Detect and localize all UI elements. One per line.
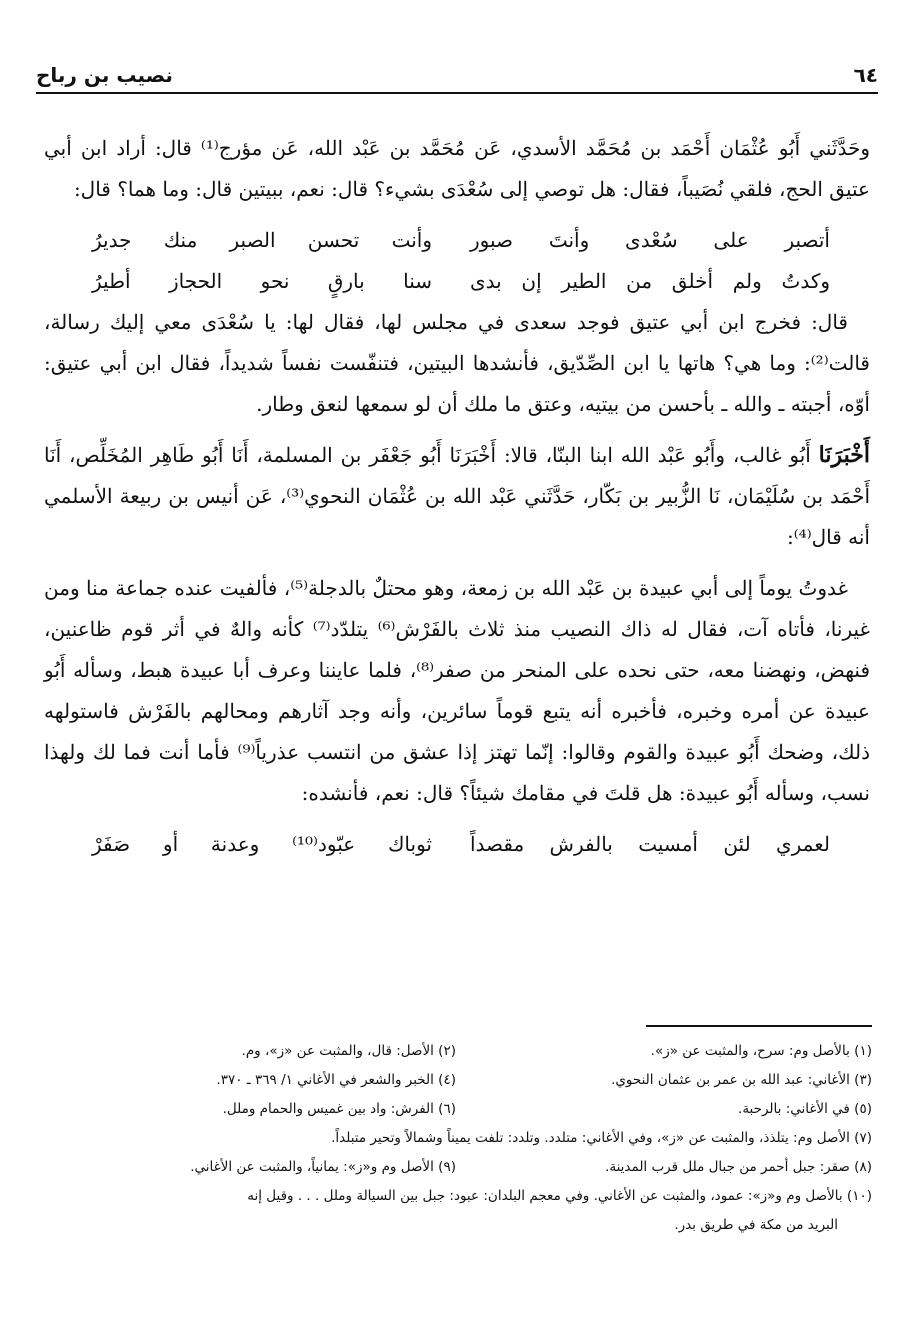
footnote-separator xyxy=(646,1025,872,1027)
footnote: (٢) الأصل: قال، والمثبت عن «ز»، وم. xyxy=(241,1043,456,1059)
footnote: (٤) الخبر والشعر في الأغاني ١/ ٣٦٩ ـ ٣٧٠. xyxy=(216,1072,456,1088)
verse-hemistich: وأنت تحسن الصبر منك جديرُ xyxy=(92,228,432,252)
paragraph: قال: فخرج ابن أبي عتيق فوجد سعدى في مجلس لها، فقال لها: يا سُعْدَى معي إليك رسالة، قالت⁽²⁾: وما هي؟ هاتها يا ابن الصِّدّيق، فأنشدها البيتين، فتنفّست نفساً شديداً، فقال ابن أبي عتيق: أوّه، أجبته ـ والله ـ بأحسن من بيتيه، وعتق ما ملك أن لو سمعها لنعق وطار. xyxy=(44,310,870,416)
paragraph: غدوتُ يوماً إلى أبي عبيدة بن عَبْد الله بن زمعة، وهو محتلٌ بالدجلة⁽⁵⁾، فألفيت عنده جماعة منا ومن غيرنا، فأتاه آت، فقال له ذاك النصيب منذ ثلاث بالفَرْش⁽⁶⁾ يتلدّد⁽⁷⁾ كأنه والهٌ في أثر قوم ظاعنين، فنهض، ونهضنا معه، حتى نحده على المنحر من صفر⁽⁸⁾، فلما عايننا وعرف أبا عبيدة هبط، وسأله أَبُو عبيدة عن أمره وخبره، فأخبره أنه يتبع قوماً سائرين، وأنه وجد آثارهم ومحالهم بالفَرْش فاستولهه ذلك، وضحك أَبُو عبيدة والقوم وقالوا: إنّما تهتز إذا عشق من انتسب عذرياً⁽⁹⁾ فأما أنت فما لك ولهذا نسب، وسأله أَبُو عبيدة: هل قلتَ في مقامك شيئاً؟ قال: نعم، فأنشده: xyxy=(44,576,871,805)
isnad-text: أَبُو غالب، وأَبُو عَبْد الله ابنا البنّا، قالا: أَخْبَرَنَا أَبُو جَعْفَر بن المسلمة، أَنَا أَبُو طَاهِر المُخَلِّص، أَنَا أَحْمَد بن سُلَيْمَان، نَا الزُّبير بن بَكّار، حَدَّثَني عَبْد الله بن عُثْمَان النحوي⁽³⁾، عَن أنيس بن ربيعة الأسلمي أنه قال⁽⁴⁾: xyxy=(44,443,870,549)
footnote: (٣) الأغاني: عبد الله بن عمر بن عثمان النحوي. xyxy=(611,1072,872,1088)
verse-line xyxy=(44,261,870,302)
isnad-lead-word: أَخْبَرَنَا xyxy=(818,442,870,468)
footnotes xyxy=(40,1037,872,1240)
verse-line xyxy=(44,824,870,865)
verse-hemistich: سنا بارقٍ نحو الحجاز أطيرُ xyxy=(92,269,432,293)
footnote: (٦) الفرش: واد بين غميس والحمام وملل. xyxy=(222,1101,456,1117)
page-header xyxy=(36,58,878,94)
verse-line xyxy=(44,220,870,261)
footnote: (٧) الأصل وم: يتلذذ، والمثبت عن «ز»، وفي الأغاني: متلدد. وتلدد: تلفت يميناً وشمالاً وتحير متبلداً. xyxy=(331,1130,872,1146)
isnad-paragraph xyxy=(44,435,870,558)
verse-hemistich: ثوباك عبّود⁽¹⁰⁾ وعدنة أو صَفَرْ xyxy=(92,832,432,856)
verse-hemistich: لعمري لئن أمسيت بالفرش مقصداً xyxy=(470,832,830,856)
main-text xyxy=(44,128,870,865)
verse-hemistich: أتصبر على سُعْدى وأنتَ صبور xyxy=(470,228,830,252)
footnote: (٥) في الأغاني: بالرحبة. xyxy=(738,1101,872,1117)
running-title: نصيب بن رباح xyxy=(36,63,173,87)
verse-hemistich: وكدتُ ولم أخلق من الطير إن بدى xyxy=(470,269,830,293)
footnote-continuation: البريد من مكة في طريق بدر. xyxy=(674,1217,838,1233)
paragraph: وحَدَّثَني أَبُو عُثْمَان أَحْمَد بن مُحَمَّد الأسدي، عَن مُحَمَّد بن عَبْد الله، عَن مؤرج⁽¹⁾ قال: أراد ابن أبي عتيق الحج، فلقي نُصَيباً، فقال: هل توصي إلى سُعْدَى بشيء؟ قال: نعم، ببيتين قال: وما هما؟ قال: xyxy=(44,136,870,201)
footnote: (١) بالأصل وم: سرح، والمثبت عن «ز». xyxy=(650,1043,872,1059)
footnote: (٩) الأصل وم و«ز»: يمانياً، والمثبت عن الأغاني. xyxy=(190,1159,456,1175)
footnote: (١٠) بالأصل وم و«ز»: عمود، والمثبت عن الأغاني. وفي معجم البلدان: عبود: جبل بين السيالة وملل . . . وقيل إنه xyxy=(247,1188,872,1204)
page-number: ٦٤ xyxy=(853,63,878,87)
footnote: (٨) صقر: جبل أحمر من جبال ملل قرب المدينة. xyxy=(605,1159,872,1175)
